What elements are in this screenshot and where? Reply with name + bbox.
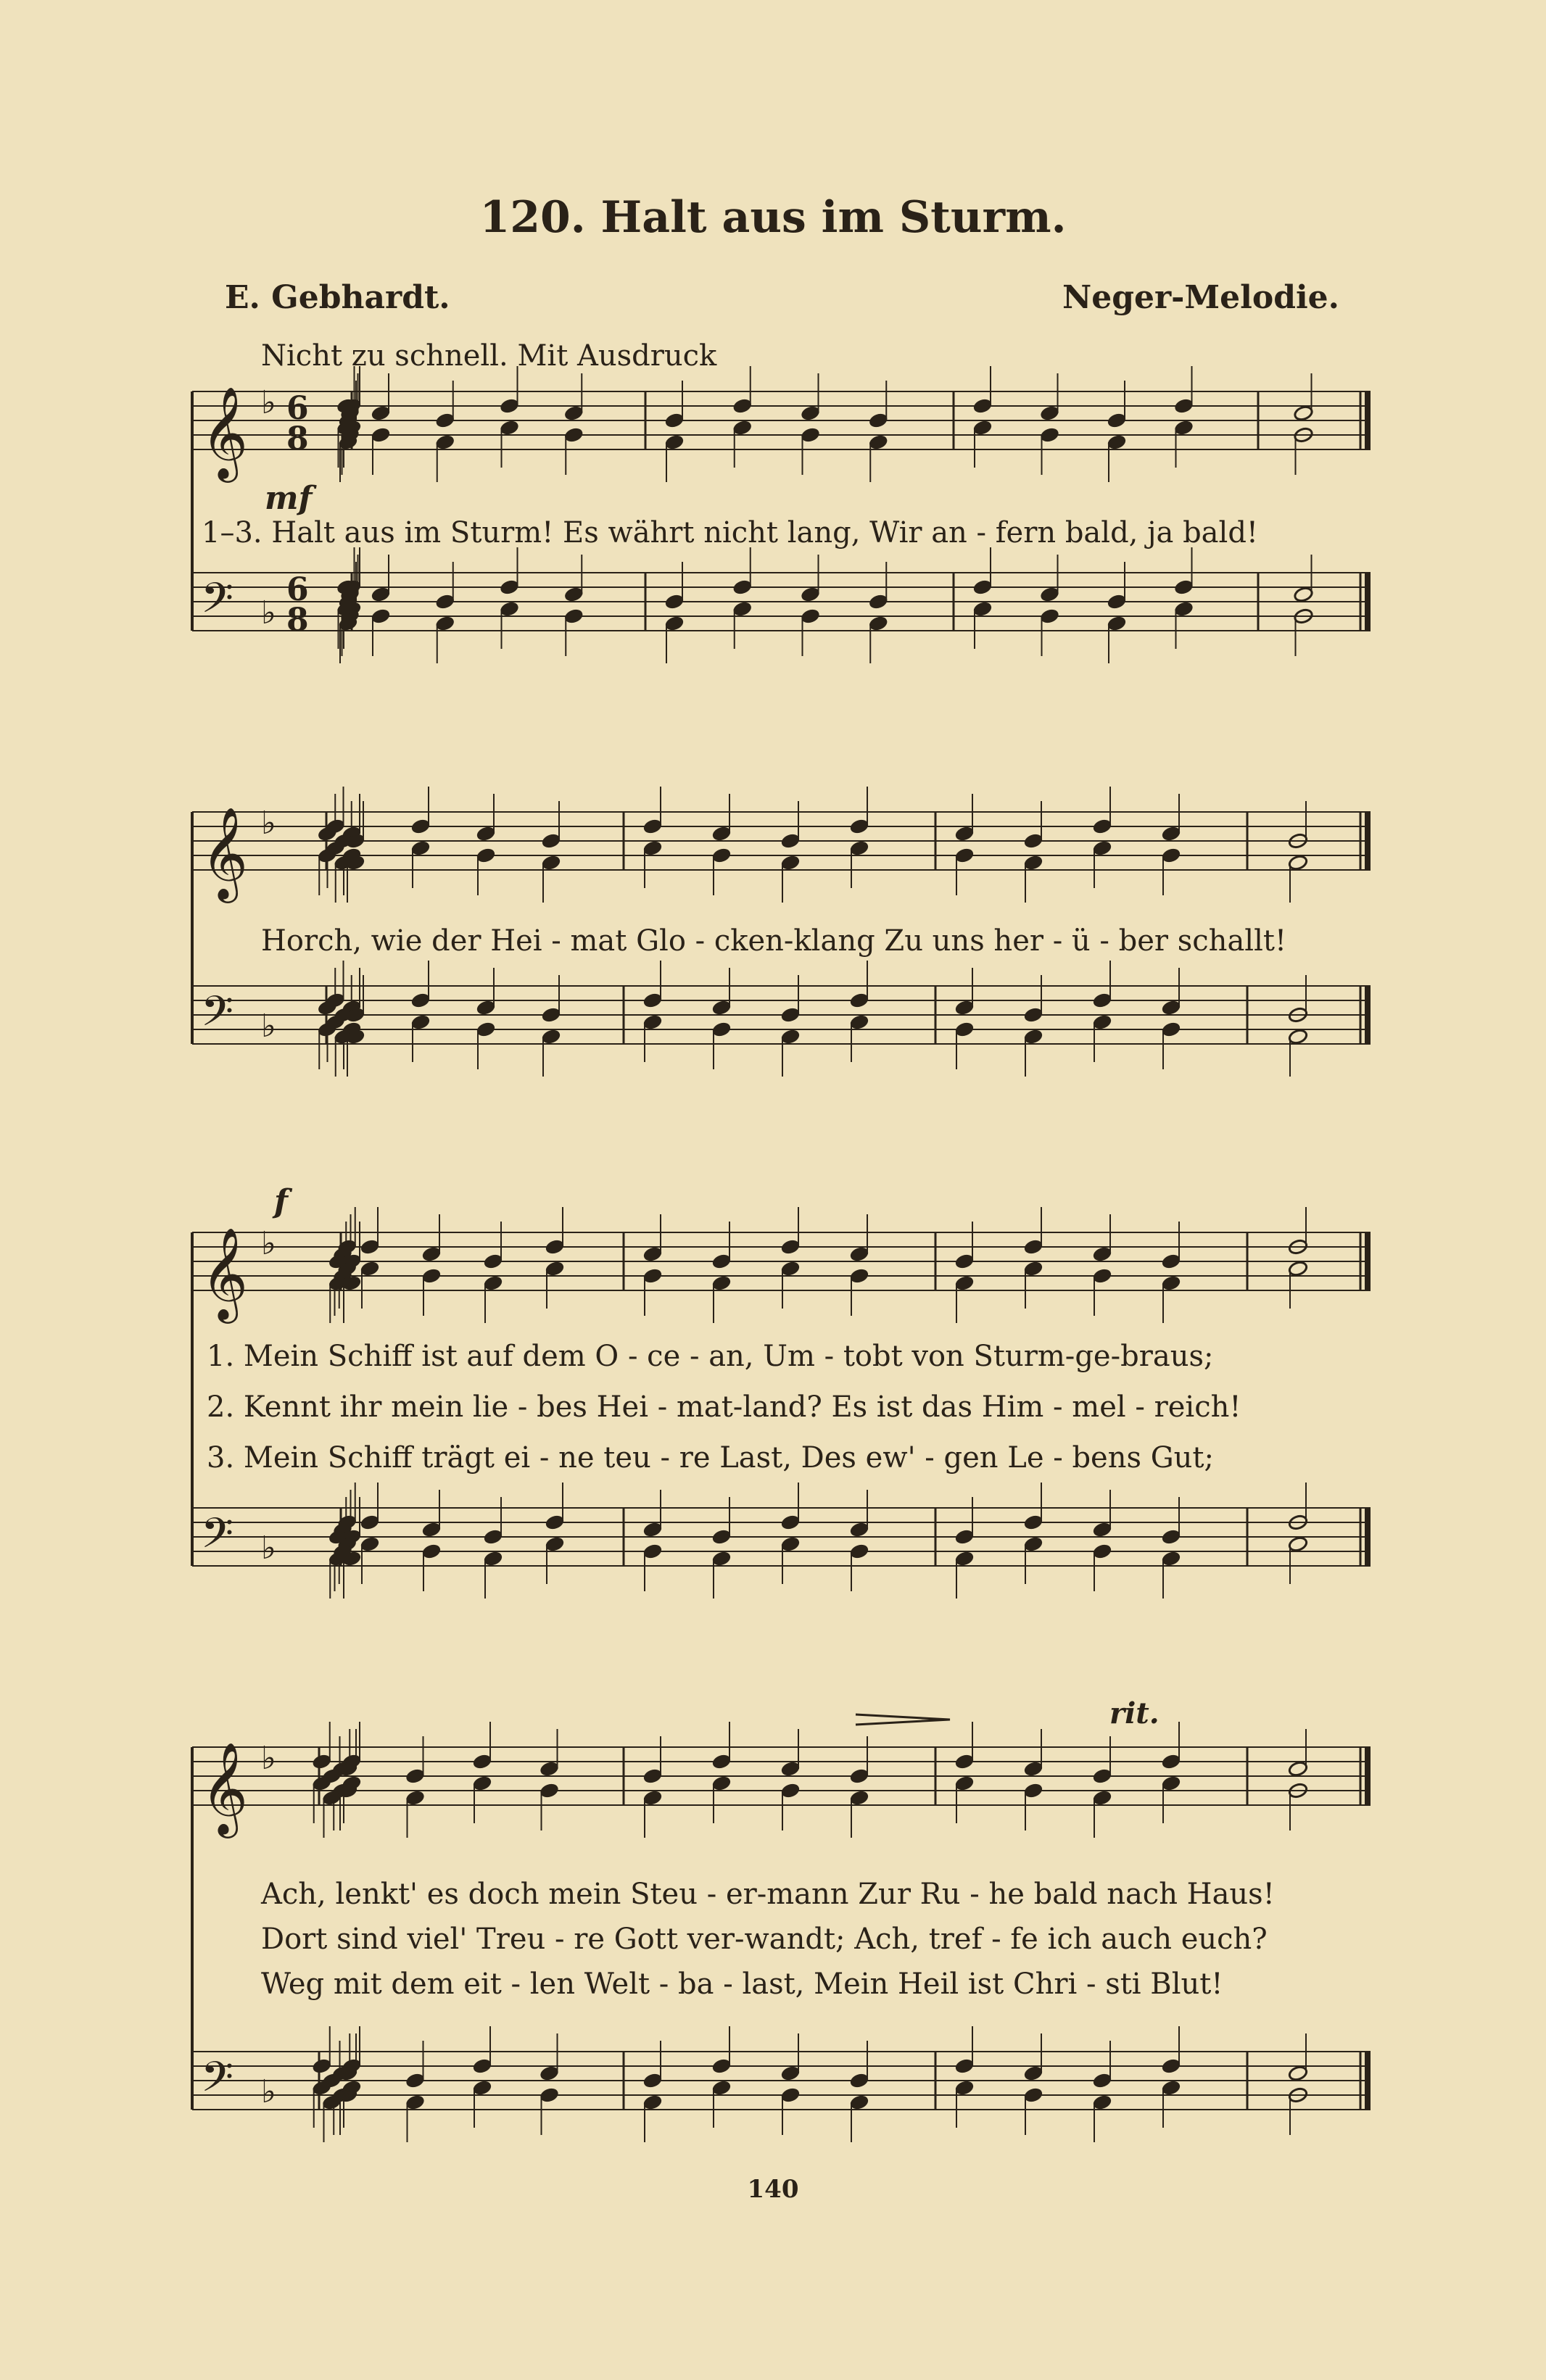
note-head [849, 839, 869, 856]
note-head [476, 999, 496, 1016]
flat-sign-icon: ♭ [261, 1530, 276, 1567]
note-head [642, 1245, 663, 1262]
decrescendo-hairpin [856, 1714, 950, 1725]
half-note-head [1288, 1028, 1308, 1045]
flat-sign-icon: ♭ [261, 1008, 276, 1045]
note-head [642, 1543, 663, 1559]
half-note-head [1293, 586, 1313, 602]
note-head [664, 615, 685, 631]
note-head [1023, 2065, 1043, 2081]
note-head [954, 1021, 975, 1037]
note-head [954, 2057, 975, 2074]
note-head [642, 1767, 663, 1784]
note-head [405, 1789, 425, 1806]
note-head [541, 1006, 561, 1023]
note-head [954, 1528, 975, 1545]
note-head [972, 579, 993, 595]
note-head [499, 397, 519, 414]
note-head [371, 426, 391, 443]
note-head [1161, 1775, 1181, 1791]
note-head [954, 825, 975, 842]
note-head [780, 854, 801, 871]
flat-sign-icon: ♭ [261, 594, 276, 631]
time-signature-numerator: 6 [286, 571, 309, 608]
note-head [410, 992, 431, 1008]
note-head [421, 1245, 442, 1262]
note-head [800, 586, 820, 602]
note-head [780, 2086, 801, 2103]
note-head [1092, 1789, 1112, 1806]
note-head [1161, 2057, 1181, 2074]
note-head [1039, 405, 1059, 421]
note-head [1161, 1753, 1181, 1770]
note-head [664, 434, 685, 450]
note-head [1023, 1514, 1043, 1530]
treble-clef-icon: 𝄞 [201, 1741, 249, 1834]
half-note-head [1288, 1535, 1308, 1552]
lyric-verse2-system3: 2. Kennt ihr mein lie - bes Hei - mat-land? Es ist das Him - mel - reich! [207, 1390, 1241, 1424]
note-head [954, 1753, 975, 1770]
bass-clef-icon: 𝄢 [201, 987, 234, 1046]
note-head [800, 426, 820, 443]
treble-clef-icon: 𝄞 [201, 386, 249, 478]
dynamic-mf: mf [265, 480, 313, 517]
note-head [1161, 847, 1181, 863]
note-head [664, 593, 685, 610]
note-head [371, 586, 391, 602]
note-head [539, 1760, 559, 1777]
note-head [1092, 992, 1112, 1008]
note-head [410, 1013, 431, 1030]
note-head [711, 1775, 732, 1791]
tempo-marking: Nicht zu schnell. Mit Ausdruck [261, 339, 717, 373]
note-head [499, 579, 519, 595]
note-head [476, 825, 496, 842]
lyric-verse3-system4: Weg mit dem eit - len Welt - ba - last, Mein Heil ist Chri - sti Blut! [261, 1968, 1223, 2001]
note-head [563, 608, 584, 624]
note-head [545, 1260, 565, 1277]
note-head [732, 579, 753, 595]
note-head [435, 615, 455, 631]
lyric-line-system2: Horch, wie der Hei - mat Glo - cken-klang Zu uns her - ü - ber schallt! [261, 924, 1287, 958]
note-head [1173, 419, 1194, 436]
note-head [780, 1238, 801, 1255]
note-head [1023, 1535, 1043, 1552]
note-head [849, 1267, 869, 1284]
note-head [421, 1267, 442, 1284]
note-head [360, 1260, 380, 1277]
note-head [472, 2057, 492, 2074]
note-head [868, 593, 888, 610]
bass-clef-icon: 𝄢 [201, 1509, 234, 1568]
note-head [1161, 1274, 1181, 1291]
note-head [541, 832, 561, 849]
note-head [1023, 1260, 1043, 1277]
note-head [1039, 586, 1059, 602]
note-head [435, 434, 455, 450]
note-head [435, 412, 455, 428]
note-head [1023, 832, 1043, 849]
time-signature-denominator: 8 [286, 602, 309, 639]
time-signature-denominator: 8 [286, 420, 309, 457]
note-head [780, 1006, 801, 1023]
final-barline-thick [1365, 1508, 1371, 1566]
note-head [868, 615, 888, 631]
author-credit: E. Gebhardt. [225, 279, 450, 316]
note-head [868, 434, 888, 450]
note-head [1107, 412, 1127, 428]
note-head [849, 818, 869, 834]
half-note-head [1288, 854, 1308, 871]
note-head [849, 1789, 869, 1806]
note-head [1092, 818, 1112, 834]
note-head [1023, 2086, 1043, 2103]
note-head [642, 818, 663, 834]
note-head [849, 1767, 869, 1784]
note-head [849, 2094, 869, 2110]
note-head [545, 1535, 565, 1552]
note-head [954, 1550, 975, 1567]
note-head [1092, 1767, 1112, 1784]
note-head [1107, 434, 1127, 450]
note-head [954, 1775, 975, 1791]
note-head [800, 608, 820, 624]
final-barline-thick [1365, 986, 1371, 1044]
note-head [472, 2079, 492, 2096]
note-head [849, 1521, 869, 1538]
note-head [780, 1514, 801, 1530]
final-barline-thick [1365, 1232, 1371, 1290]
dynamic-f: f [274, 1183, 288, 1220]
note-head [312, 2057, 332, 2074]
note-head [780, 1782, 801, 1799]
note-head [1023, 1238, 1043, 1255]
note-head [642, 839, 663, 856]
flat-sign-icon: ♭ [261, 2073, 276, 2110]
flat-sign-icon: ♭ [261, 384, 276, 421]
note-head [1092, 2094, 1112, 2110]
time-signature-numerator: 6 [286, 390, 309, 427]
final-barline-thick [1365, 812, 1371, 870]
note-head [711, 1528, 732, 1545]
half-note-head [1293, 405, 1313, 421]
lyric-verse1-system4: Ach, lenkt' es doch mein Steu - er-mann Zur Ru - he bald nach Haus! [261, 1878, 1275, 1911]
note-head [1092, 1245, 1112, 1262]
note-head [711, 825, 732, 842]
note-head [711, 2057, 732, 2074]
note-head [360, 1514, 380, 1530]
note-head [1023, 1006, 1043, 1023]
ritardando-marking: rit. [1109, 1696, 1160, 1730]
note-head [472, 1753, 492, 1770]
note-head [780, 1535, 801, 1552]
note-head [1161, 999, 1181, 1016]
note-head [780, 832, 801, 849]
note-head [1173, 579, 1194, 595]
note-head [1161, 825, 1181, 842]
final-barline-thick [1365, 573, 1371, 631]
note-head [954, 1274, 975, 1291]
note-head [664, 412, 685, 428]
note-head [868, 412, 888, 428]
note-head [1092, 1267, 1112, 1284]
note-head [954, 2079, 975, 2096]
lyric-line-system1: 1–3. Halt aus im Sturm! Es währt nicht lang, Wir an - fern bald, ja bald! [202, 516, 1258, 550]
hymn-title: 120. Halt aus im Sturm. [479, 192, 1067, 243]
flat-sign-icon: ♭ [261, 1225, 276, 1262]
note-head [954, 847, 975, 863]
note-head [1161, 1021, 1181, 1037]
note-head [1161, 1550, 1181, 1567]
note-head [1173, 600, 1194, 617]
note-head [711, 1021, 732, 1037]
note-head [541, 854, 561, 871]
note-head [642, 1013, 663, 1030]
note-head [410, 839, 431, 856]
note-head [472, 1775, 492, 1791]
note-head [711, 847, 732, 863]
note-head [849, 1543, 869, 1559]
note-head [1107, 615, 1127, 631]
note-head [541, 1028, 561, 1045]
note-head [1161, 1528, 1181, 1545]
note-head [539, 2065, 559, 2081]
note-head [405, 1767, 425, 1784]
note-head [972, 419, 993, 436]
page-number: 140 [747, 2175, 799, 2204]
note-head [849, 992, 869, 1008]
bass-clef-icon: 𝄢 [201, 2052, 234, 2112]
note-head [360, 1238, 380, 1255]
note-head [972, 600, 993, 617]
note-head [563, 586, 584, 602]
note-head [371, 608, 391, 624]
note-head [711, 1253, 732, 1269]
note-head [1023, 1028, 1043, 1045]
note-head [732, 600, 753, 617]
lyric-verse3-system3: 3. Mein Schiff trägt ei - ne teu - re Last, Des ew' - gen Le - bens Gut; [207, 1441, 1214, 1475]
note-head [1107, 593, 1127, 610]
note-head [1023, 1782, 1043, 1799]
note-head [410, 818, 431, 834]
note-head [642, 1267, 663, 1284]
half-note-head [1288, 1260, 1308, 1277]
note-head [499, 419, 519, 436]
note-head [1092, 1521, 1112, 1538]
note-head [642, 2072, 663, 2089]
note-head [1092, 2072, 1112, 2089]
note-head [1039, 608, 1059, 624]
note-head [483, 1528, 503, 1545]
half-note-head [1288, 1760, 1308, 1777]
note-head [780, 1260, 801, 1277]
note-head [849, 2072, 869, 2089]
note-head [1023, 854, 1043, 871]
note-head [421, 1543, 442, 1559]
note-head [499, 600, 519, 617]
note-head [642, 1521, 663, 1538]
bass-clef-icon: 𝄢 [201, 573, 234, 633]
note-head [849, 1245, 869, 1262]
note-head [1092, 1543, 1112, 1559]
lyric-verse1-system3: 1. Mein Schiff ist auf dem O - ce - an, Um - tobt von Sturm-ge-braus; [207, 1340, 1214, 1373]
note-head [360, 1535, 380, 1552]
note-head [563, 405, 584, 421]
note-head [711, 1274, 732, 1291]
note-head [780, 1028, 801, 1045]
note-head [711, 2079, 732, 2096]
note-head [1161, 1253, 1181, 1269]
note-head [1023, 1760, 1043, 1777]
note-head [312, 1753, 332, 1770]
note-head [954, 999, 975, 1016]
note-head [642, 2094, 663, 2110]
note-head [1039, 426, 1059, 443]
half-note-head [1288, 2065, 1308, 2081]
note-head [1161, 2079, 1181, 2096]
note-head [435, 593, 455, 610]
note-head [545, 1514, 565, 1530]
note-head [476, 1021, 496, 1037]
note-head [732, 397, 753, 414]
note-head [1092, 839, 1112, 856]
note-head [972, 397, 993, 414]
treble-clef-icon: 𝄞 [201, 806, 249, 899]
note-head [1173, 397, 1194, 414]
note-head [711, 999, 732, 1016]
note-head [800, 405, 820, 421]
note-head [780, 2065, 801, 2081]
note-head [483, 1253, 503, 1269]
note-head [1092, 1013, 1112, 1030]
flat-sign-icon: ♭ [261, 805, 276, 842]
note-head [849, 1013, 869, 1030]
flat-sign-icon: ♭ [261, 1740, 276, 1777]
final-barline-thick [1365, 1747, 1371, 1805]
note-head [405, 2072, 425, 2089]
treble-clef-icon: 𝄞 [201, 1227, 249, 1319]
note-head [483, 1550, 503, 1567]
note-head [483, 1274, 503, 1291]
note-head [421, 1521, 442, 1538]
note-head [539, 2086, 559, 2103]
note-head [954, 1253, 975, 1269]
note-head [545, 1238, 565, 1255]
note-head [642, 992, 663, 1008]
note-head [371, 405, 391, 421]
note-head [539, 1782, 559, 1799]
lyric-verse2-system4: Dort sind viel' Treu - re Gott ver-wandt; Ach, tref - fe ich auch euch? [261, 1923, 1268, 1956]
note-head [780, 1760, 801, 1777]
note-head [405, 2094, 425, 2110]
note-head [642, 1789, 663, 1806]
final-barline-thick [1365, 2052, 1371, 2110]
melody-source: Neger-Melodie. [1062, 279, 1339, 316]
note-head [732, 419, 753, 436]
note-head [711, 1550, 732, 1567]
note-head [711, 1753, 732, 1770]
final-barline-thick [1365, 391, 1371, 449]
note-head [563, 426, 584, 443]
note-head [476, 847, 496, 863]
